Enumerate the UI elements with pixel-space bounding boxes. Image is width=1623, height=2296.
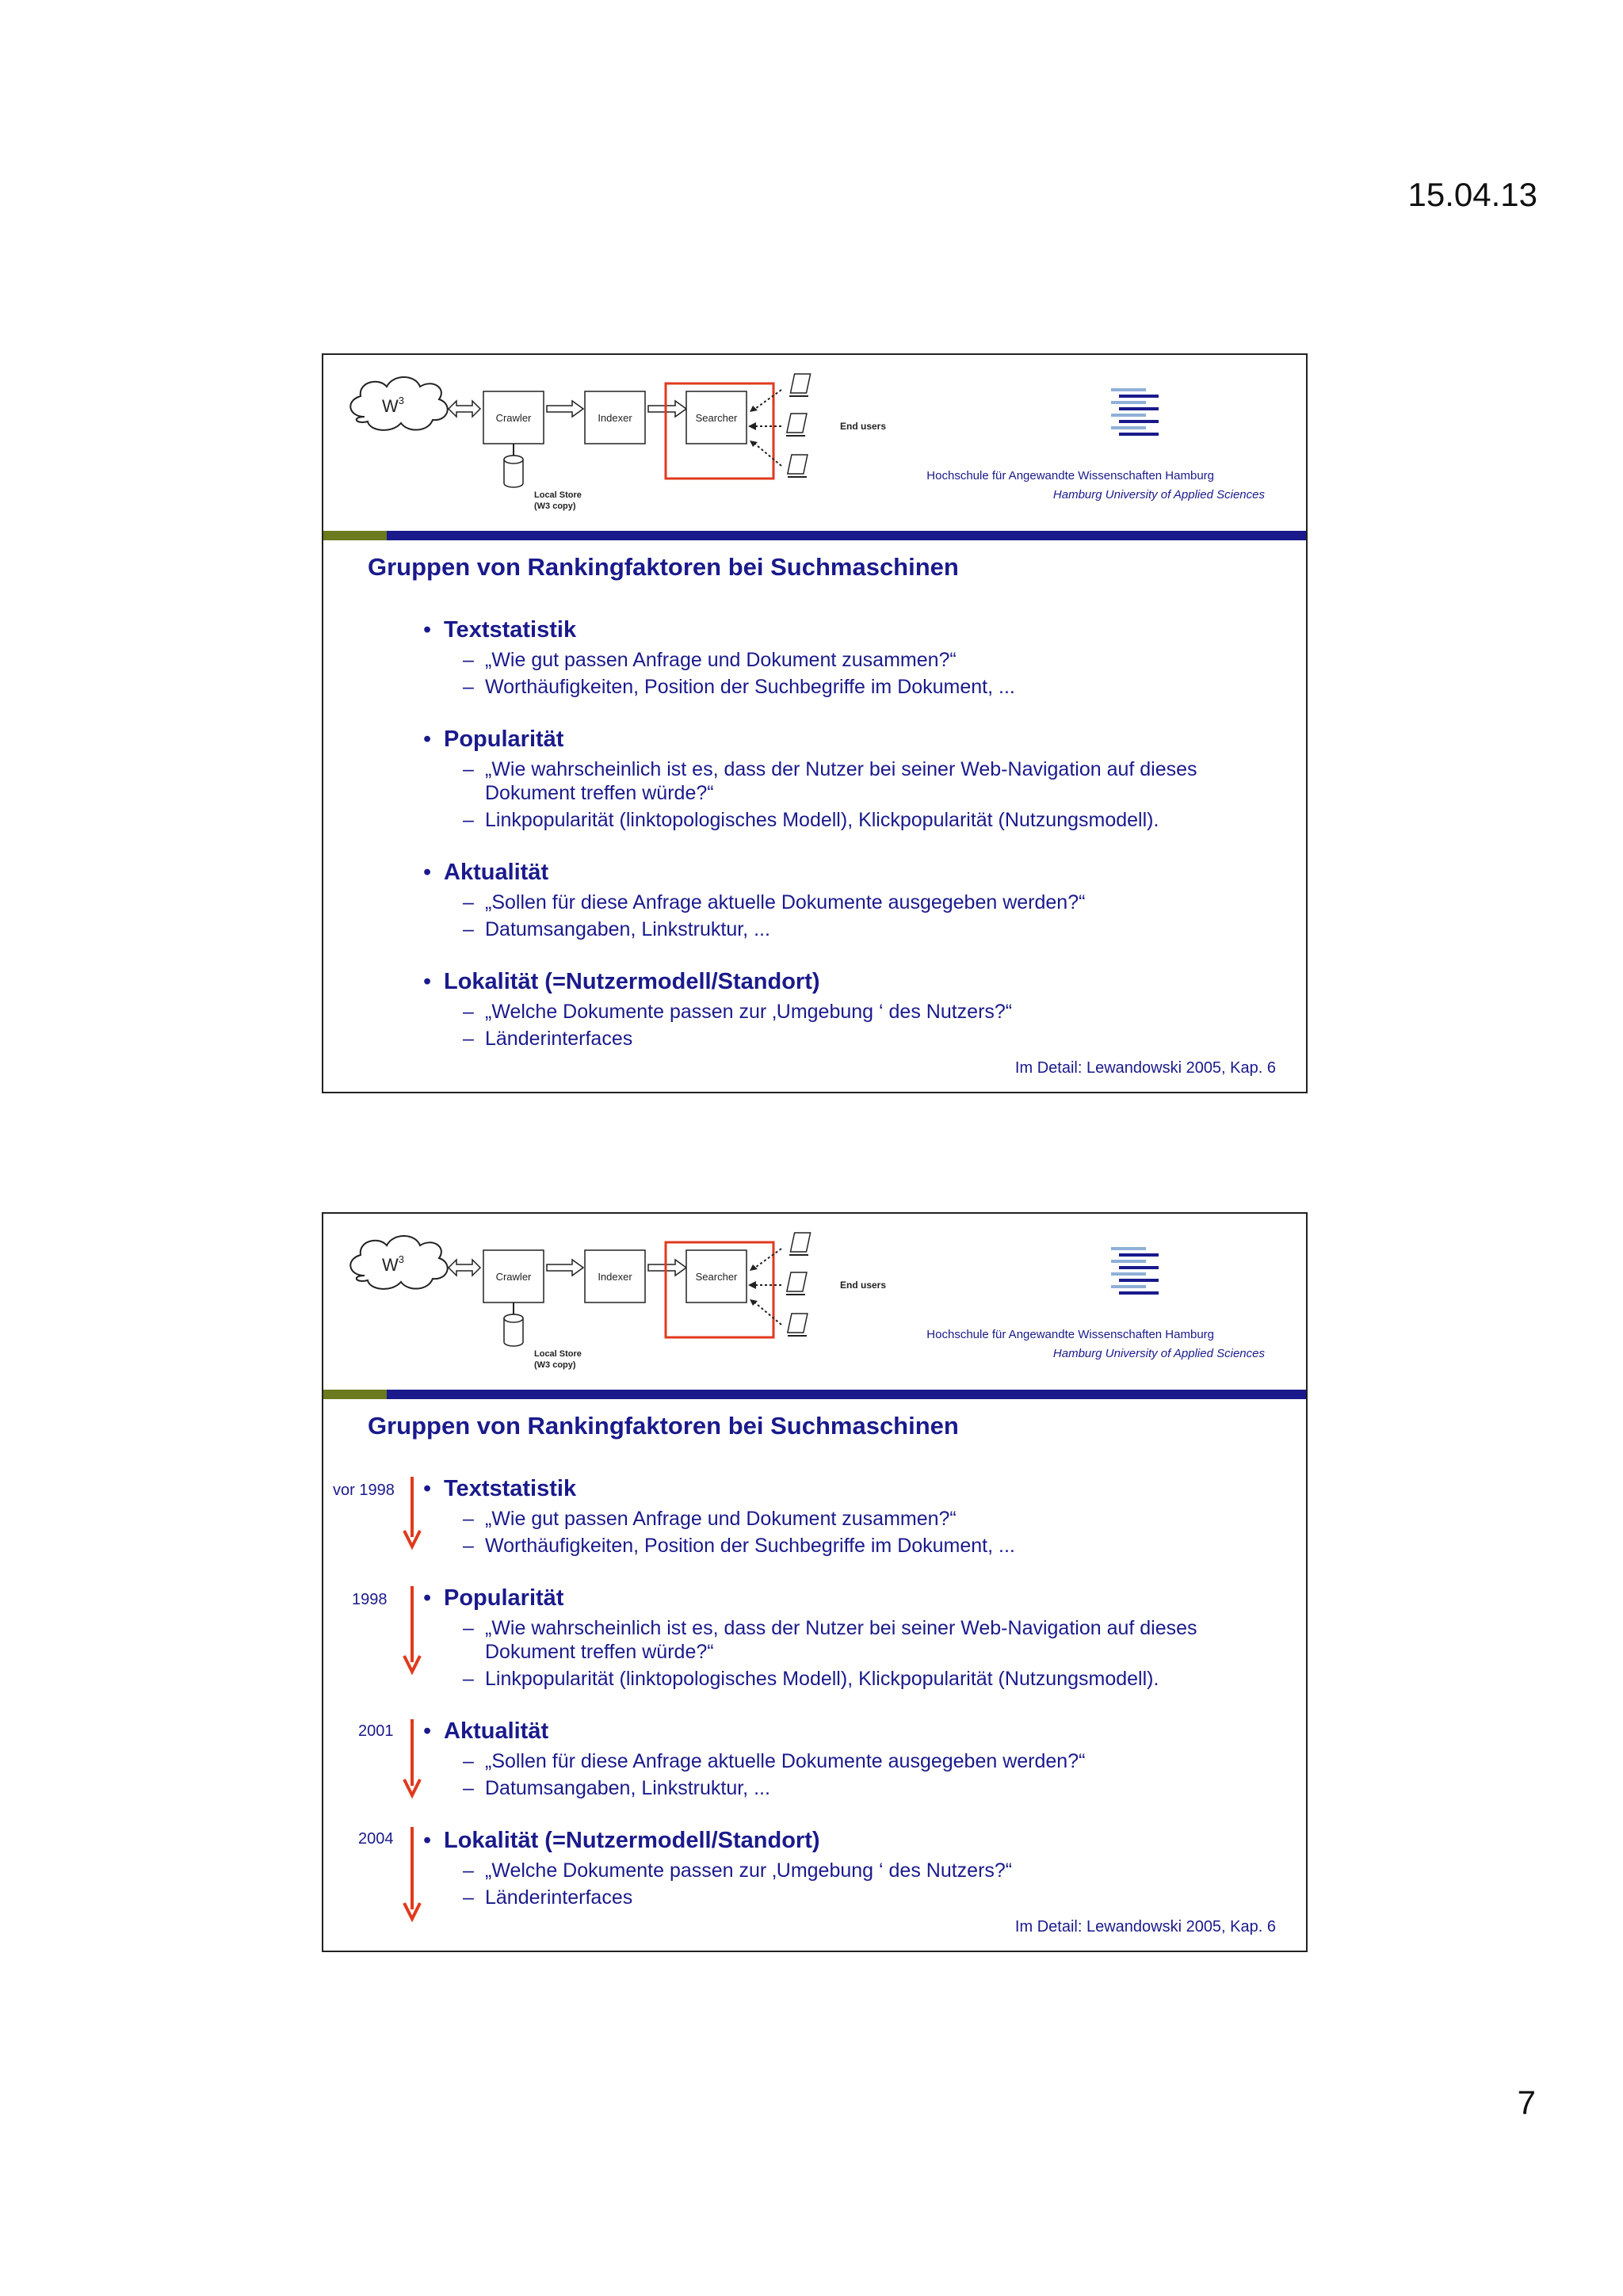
university-logo [894, 1245, 1290, 1341]
arrow-left-icon [748, 1281, 756, 1289]
crawler-label: Crawler [495, 412, 532, 424]
citation: Im Detail: Lewandowski 2005, Kap. 6 [1014, 1918, 1276, 1936]
group-title: Textstatistik [444, 1476, 577, 1501]
group-title: Popularität [444, 727, 564, 752]
dash-icon: – [463, 1535, 474, 1557]
dotted-arrows [753, 390, 781, 466]
group-lokalitaet [423, 967, 1287, 1051]
w3-sup: 3 [398, 1253, 404, 1265]
group-item: „Welche Dokumente passen zur ‚Umgebung ‘ des Nutzers?“ [485, 1859, 1013, 1882]
local-store-sublabel: (W3 copy) [534, 502, 576, 511]
w3-cloud-icon [350, 377, 447, 430]
citation: Im Detail: Lewandowski 2005, Kap. 6 [1014, 1059, 1276, 1077]
dash-icon: – [463, 809, 474, 831]
arrow-right-icon [547, 1260, 583, 1276]
slide-title: Gruppen von Rankingfaktoren bei Suchmaschinen [368, 553, 959, 581]
dash-icon: – [463, 1859, 474, 1882]
dash-icon: – [463, 918, 474, 940]
university-name: Hochschule für Angewandte Wissenschaften Hamburg [926, 1328, 1214, 1341]
database-icon [504, 444, 523, 487]
local-store-sublabel: (W3 copy) [534, 1360, 576, 1370]
dash-icon: – [463, 649, 474, 671]
group-title: Textstatistik [444, 617, 577, 643]
dotted-arrows [753, 1249, 781, 1325]
university-name-en: Hamburg University of Applied Sciences [1052, 1347, 1265, 1360]
group-item: „Sollen für diese Anfrage aktuelle Dokumente ausgegeben werden?“ [485, 1750, 1086, 1772]
w3-cloud-icon [350, 1236, 447, 1289]
group-item: Linkpopularität (linktopologisches Modell), Klickpopularität (Nutzungsmodell). [485, 1668, 1159, 1690]
timeline-label: 2001 [358, 1722, 394, 1740]
dash-icon: – [463, 1750, 474, 1772]
page-number: 7 [1517, 2084, 1536, 2121]
arrow-right-icon [547, 401, 583, 417]
indexer-label: Indexer [598, 412, 632, 424]
computer-icon [786, 1272, 807, 1295]
university-logo-icon [1108, 387, 1163, 442]
slide-content [423, 1474, 1287, 1935]
searcher-label: Searcher [695, 1271, 738, 1283]
database-icon [504, 1302, 523, 1346]
w3-sup: 3 [398, 395, 404, 406]
slide-1 [322, 353, 1308, 1093]
arrow-left-icon [750, 406, 758, 412]
timeline-label: 1998 [352, 1591, 388, 1608]
local-store-label: Local Store [534, 490, 582, 500]
dash-icon: – [463, 1028, 474, 1050]
page-date: 15.04.13 [1407, 176, 1537, 213]
dash-icon: – [463, 676, 474, 698]
header-band [323, 531, 1306, 540]
header-band-accent [323, 1390, 387, 1399]
group-textstatistik [423, 615, 1287, 699]
group-title: Popularität [444, 1585, 564, 1611]
slide-content [423, 615, 1287, 1076]
group-title: Lokalität (=Nutzermodell/Standort) [444, 1828, 820, 1853]
group-item: „Wie wahrscheinlich ist es, dass der Nutzer bei seiner Web-Navigation auf dieses Dokument treffen würde?“ [485, 758, 1197, 804]
university-logo [894, 387, 1290, 482]
search-engine-diagram [341, 361, 896, 517]
indexer-label: Indexer [598, 1271, 632, 1283]
group-title: Aktualität [444, 1718, 549, 1744]
double-arrow-icon [449, 401, 480, 417]
group-item: „Wie gut passen Anfrage und Dokument zusammen?“ [485, 1508, 957, 1530]
dash-icon: – [463, 1001, 474, 1023]
w3-text: W [382, 396, 399, 416]
bullet-icon: • [423, 1585, 432, 1611]
computer-icon [789, 374, 811, 396]
header-band [323, 1390, 1306, 1399]
computer-icon [788, 455, 808, 477]
group-item: Datumsangaben, Linkstruktur, ... [485, 1777, 770, 1799]
local-store-label: Local Store [534, 1349, 582, 1359]
dash-icon: – [463, 758, 474, 780]
group-aktualitaet [423, 1716, 1287, 1800]
crawler-label: Crawler [495, 1271, 532, 1283]
header-band-accent [323, 531, 387, 540]
group-item: Länderinterfaces [485, 1028, 633, 1050]
group-title: Lokalität (=Nutzermodell/Standort) [444, 969, 820, 994]
group-item: „Wie gut passen Anfrage und Dokument zusammen?“ [485, 649, 957, 671]
dash-icon: – [463, 1617, 474, 1639]
slide-title: Gruppen von Rankingfaktoren bei Suchmaschinen [368, 1412, 959, 1440]
bullet-icon: • [423, 617, 432, 643]
group-textstatistik [423, 1474, 1287, 1558]
group-lokalitaet [423, 1825, 1287, 1909]
dash-icon: – [463, 1777, 474, 1799]
group-item: „Sollen für diese Anfrage aktuelle Dokumente ausgegeben werden?“ [485, 891, 1086, 913]
group-popularitaet [423, 724, 1287, 832]
group-item: Worthäufigkeiten, Position der Suchbegriffe im Dokument, ... [485, 1535, 1015, 1557]
group-item: „Welche Dokumente passen zur ‚Umgebung ‘ des Nutzers?“ [485, 1001, 1013, 1023]
dash-icon: – [463, 1668, 474, 1690]
arrow-left-icon [750, 441, 758, 447]
dash-icon: – [463, 1508, 474, 1530]
group-item: Datumsangaben, Linkstruktur, ... [485, 918, 770, 940]
bullet-icon: • [423, 1718, 432, 1744]
double-arrow-icon [449, 1260, 480, 1276]
w3-text: W [382, 1255, 399, 1275]
dash-icon: – [463, 1886, 474, 1909]
bullet-icon: • [423, 727, 432, 752]
bullet-icon: • [423, 969, 432, 994]
arrow-left-icon [748, 422, 756, 430]
arrow-left-icon [750, 1264, 758, 1271]
computer-icon [789, 1233, 811, 1255]
group-title: Aktualität [444, 860, 549, 885]
university-name: Hochschule für Angewandte Wissenschaften Hamburg [926, 469, 1214, 482]
bullet-icon: • [423, 860, 432, 885]
bullet-icon: • [423, 1476, 432, 1501]
group-aktualitaet [423, 857, 1287, 941]
timeline-label: vor 1998 [333, 1482, 395, 1499]
dash-icon: – [463, 891, 474, 913]
computer-icon [786, 414, 807, 436]
bullet-icon: • [423, 1828, 432, 1853]
search-engine-diagram [341, 1220, 896, 1375]
group-item: Länderinterfaces [485, 1886, 633, 1909]
timeline-label: 2004 [358, 1830, 394, 1848]
arrow-left-icon [750, 1299, 758, 1306]
computer-icon [788, 1314, 808, 1336]
group-item: Worthäufigkeiten, Position der Suchbegriffe im Dokument, ... [485, 676, 1015, 698]
university-name-en: Hamburg University of Applied Sciences [1052, 488, 1265, 502]
group-popularitaet [423, 1583, 1287, 1691]
arrow-right-icon [648, 401, 686, 417]
searcher-label: Searcher [695, 412, 738, 424]
end-users-label: End users [840, 421, 887, 432]
university-logo-icon [1108, 1245, 1163, 1301]
end-users-label: End users [840, 1280, 887, 1291]
group-item: Linkpopularität (linktopologisches Modell), Klickpopularität (Nutzungsmodell). [485, 809, 1159, 831]
slide-2 [322, 1212, 1308, 1952]
arrow-right-icon [648, 1260, 686, 1276]
group-item: „Wie wahrscheinlich ist es, dass der Nutzer bei seiner Web-Navigation auf dieses Dokument treffen würde?“ [485, 1617, 1197, 1663]
